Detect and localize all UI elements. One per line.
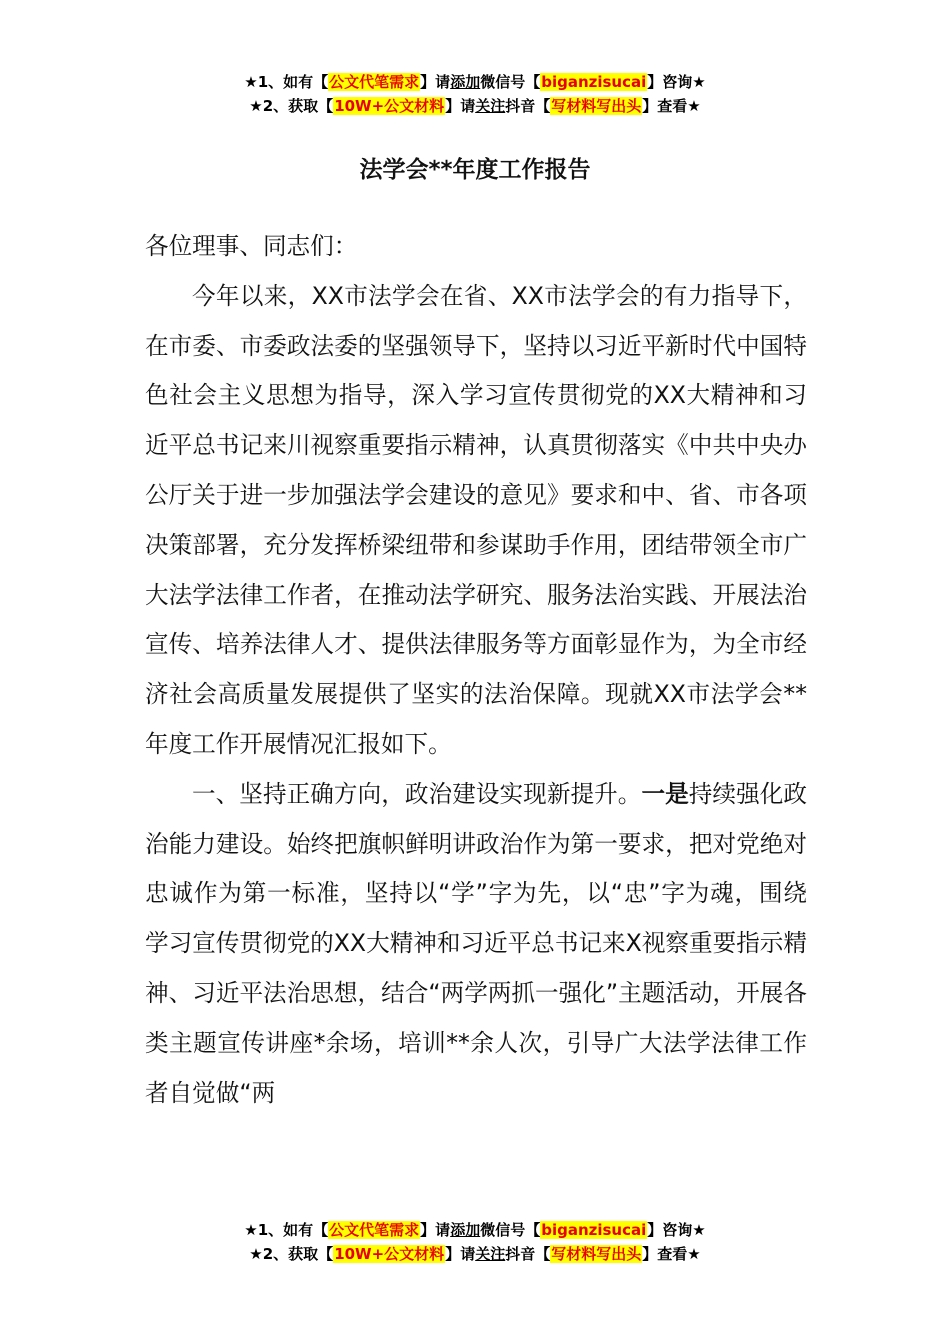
promo-footer-line-1 bbox=[0, 1218, 950, 1242]
promo-line-2-prefix: ★2、获取【 bbox=[249, 97, 334, 115]
promo-footer-line-2-prefix: ★2、获取【 bbox=[249, 1245, 334, 1263]
promo-footer-underlined-add: 添加 bbox=[450, 1221, 481, 1239]
promo-footer-highlight-materials: 10W+公文材料 bbox=[334, 1245, 445, 1263]
promo-line-2-mid2: 抖音【 bbox=[505, 97, 551, 115]
promo-footer-line-2-mid: 】请 bbox=[445, 1245, 476, 1263]
promo-line-1-prefix: ★1、如有【 bbox=[244, 73, 329, 91]
promo-footer-line-1-mid2: 微信号【 bbox=[480, 1221, 541, 1239]
promo-line-1 bbox=[0, 70, 950, 94]
salutation: 各位理事、同志们： bbox=[145, 232, 358, 260]
section-1-heading: 一、坚持正确方向，政治建设实现新提升。 bbox=[192, 779, 642, 808]
promo-highlight-wechat-id: biganzisucai bbox=[541, 73, 647, 91]
promo-line-2-mid: 】请 bbox=[445, 97, 476, 115]
paragraph-section-1 bbox=[145, 770, 807, 1119]
document-title: 法学会**年度工作报告 bbox=[359, 157, 591, 183]
promo-header bbox=[0, 70, 950, 118]
section-1-bold-lead: 一是 bbox=[641, 779, 689, 808]
promo-footer-line-1-mid: 】请 bbox=[420, 1221, 451, 1239]
promo-footer-highlight-douyin-account: 写材料写出头 bbox=[551, 1245, 642, 1263]
promo-highlight-writing-service: 公文代笔需求 bbox=[329, 73, 420, 91]
promo-footer-line-2-mid2: 抖音【 bbox=[505, 1245, 551, 1263]
promo-footer-line-2 bbox=[0, 1242, 950, 1266]
promo-footer-highlight-wechat-id: biganzisucai bbox=[541, 1221, 647, 1239]
promo-underlined-add: 添加 bbox=[450, 73, 481, 91]
promo-highlight-materials: 10W+公文材料 bbox=[334, 97, 445, 115]
promo-footer bbox=[0, 1218, 950, 1266]
promo-footer-line-1-suffix: 】咨询★ bbox=[647, 1221, 706, 1239]
promo-line-1-suffix: 】咨询★ bbox=[647, 73, 706, 91]
promo-highlight-douyin-account: 写材料写出头 bbox=[551, 97, 642, 115]
promo-line-2-suffix: 】查看★ bbox=[642, 97, 701, 115]
promo-footer-underlined-follow: 关注 bbox=[475, 1245, 506, 1263]
section-1-body: 持续强化政治能力建设。始终把旗帜鲜明讲政治作为第一要求，把对党绝对忠诚作为第一标准，坚持以“学”字为先，以“忠”字为魂，围绕学习宣传贯彻党的XX大精神和习近平总书记来X视察重要指示精神、习近平法治思想，结合“两学两抓一强化”主题活动，开展各类主题宣传讲座*余场，培训**余人次，引导广大法学法律工作者自觉做“两 bbox=[145, 779, 807, 1107]
promo-line-1-mid: 】请 bbox=[420, 73, 451, 91]
promo-footer-line-2-suffix: 】查看★ bbox=[642, 1245, 701, 1263]
promo-footer-line-1-prefix: ★1、如有【 bbox=[244, 1221, 329, 1239]
paragraph-intro: 今年以来，XX市法学会在省、XX市法学会的有力指导下，在市委、市委政法委的坚强领导下，坚持以习近平新时代中国特色社会主义思想为指导，深入学习宣传贯彻党的XX大精神和习近平总书记来川视察重要指示精神，认真贯彻落实《中共中央办公厅关于进一步加强法学会建设的意见》要求和中、省、市各项决策部署，充分发挥桥梁纽带和参谋助手作用，团结带领全市广大法学法律工作者，在推动法学研究、服务法治实践、开展法治宣传、培养法律人才、提供法律服务等方面彰显作为，为全市经济社会高质量发展提供了坚实的法治保障。现就XX市法学会**年度工作开展情况汇报如下。 bbox=[145, 281, 807, 758]
promo-line-2 bbox=[0, 94, 950, 118]
promo-underlined-follow: 关注 bbox=[475, 97, 506, 115]
promo-line-1-mid2: 微信号【 bbox=[480, 73, 541, 91]
promo-footer-highlight-writing-service: 公文代笔需求 bbox=[329, 1221, 420, 1239]
document-body bbox=[145, 222, 807, 1118]
